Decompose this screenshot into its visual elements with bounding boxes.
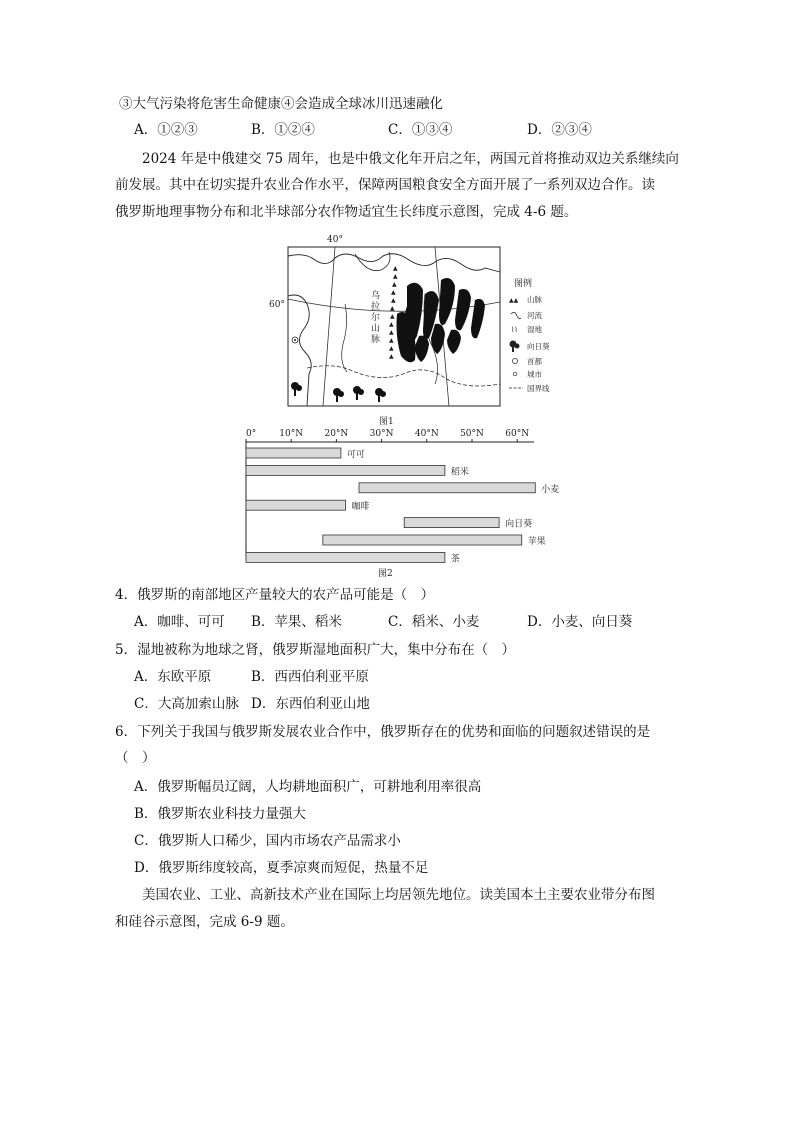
- bar-label: 小麦: [541, 484, 560, 495]
- intro-next-line-1: 美国农业、工业、高新技术产业在国际上均居领先地位。读美国本土主要农业带分布图: [142, 887, 655, 903]
- legend-mountain: 山脉: [527, 295, 542, 304]
- bar-稻米: [246, 465, 445, 475]
- svg-text:▲: ▲: [389, 353, 394, 360]
- bar-向日葵: [404, 518, 499, 528]
- q4-option-d: D．小麦、向日葵: [527, 614, 633, 630]
- capital-legend-icon: [512, 358, 517, 363]
- intro-line-1: 2024 年是中俄建交 75 周年，也是中俄文化年开启之年，两国元首将推动双边关系继续向: [142, 151, 679, 167]
- question-6-paren: （ ）: [115, 750, 156, 766]
- fig2-caption: 图2: [378, 569, 393, 579]
- legend-border: 国界线: [527, 384, 550, 393]
- ural-label-3: 尔: [371, 313, 381, 323]
- intro-line-3: 俄罗斯地理事物分布和北半球部分农作物适宜生长纬度示意图，完成 4-6 题。: [115, 204, 578, 220]
- prev-option-c: C．①③④: [388, 122, 453, 138]
- svg-text:▲: ▲: [389, 329, 394, 336]
- prev-option-a: A．①②③: [134, 122, 198, 138]
- x-tick-label: 0°: [246, 429, 257, 439]
- q4-option-a: A．咖啡、可可: [134, 614, 225, 630]
- question-5-options-row-2: [134, 695, 434, 713]
- prev-option-b: B．①②④: [251, 122, 315, 138]
- svg-text:▲: ▲: [389, 345, 394, 352]
- bar-label: 稻米: [450, 467, 469, 478]
- bar-label: 可可: [346, 450, 365, 460]
- prev-option-d: D．②③④: [527, 122, 592, 138]
- svg-text:▲: ▲: [389, 321, 394, 328]
- bar-苹果: [323, 535, 522, 545]
- legend-sunflower: 向日葵: [527, 342, 550, 351]
- crop-latitude-chart: [240, 422, 560, 580]
- map-legend: [509, 277, 550, 393]
- crop-latitude-chart-figure: [240, 422, 560, 580]
- ural-label-5: 脉: [371, 335, 381, 345]
- q5-option-d: D．东西伯利亚山地: [251, 696, 370, 712]
- svg-text:▲: ▲: [389, 337, 394, 344]
- svg-text:▲: ▲: [390, 305, 395, 312]
- wetland-legend-icon: ⌇⌇: [511, 326, 518, 334]
- q5-option-a: A．东欧平原: [134, 669, 212, 685]
- svg-text:▲: ▲: [392, 281, 397, 288]
- q4-option-b: B．苹果、稻米: [251, 614, 342, 630]
- question-4: 4．俄罗斯的南部地区产量较大的农产品可能是（ ）: [115, 587, 435, 603]
- question-5-options-row-1: [134, 668, 434, 686]
- q4-option-c: C．稻米、小麦: [388, 614, 480, 630]
- question-6: 6．下列关于我国与俄罗斯发展农业合作中，俄罗斯存在的优势和面临的问题叙述错误的是: [115, 724, 651, 740]
- x-tick-label: 10°N: [279, 429, 304, 439]
- river-legend-icon: [511, 312, 521, 318]
- bar-小麦: [359, 483, 535, 493]
- bar-可可: [246, 448, 341, 458]
- prev-item-text: ③大气污染将危害生命健康④会造成全球冰川迅速融化: [119, 96, 443, 112]
- bar-label: 苹果: [527, 537, 546, 547]
- q5-option-b: B．西西伯利亚平原: [251, 669, 369, 685]
- city-legend-icon: [513, 372, 517, 376]
- lon-label-40: 40°: [327, 235, 343, 245]
- q6-option-c: C．俄罗斯人口稀少，国内市场农产品需求小: [134, 833, 401, 849]
- legend-city: 城市: [527, 370, 542, 379]
- fig1-caption: 图1: [379, 417, 394, 427]
- question-4-options: [134, 613, 654, 631]
- prev-options: [134, 121, 654, 139]
- bar-label: 茶: [450, 554, 460, 565]
- q6-option-a: A．俄罗斯幅员辽阔，人均耕地面积广，可耕地利用率很高: [134, 779, 482, 795]
- x-tick-label: 30°N: [369, 429, 394, 439]
- legend-wetland: 湿地: [527, 325, 542, 334]
- sunflower-legend-icon: [510, 341, 520, 353]
- q6-option-d: D．俄罗斯纬度较高，夏季凉爽而短促，热量不足: [134, 860, 429, 876]
- mountain-legend-icon: ▲▲: [509, 297, 519, 304]
- bar-咖啡: [246, 500, 345, 510]
- bar-label: 咖啡: [351, 502, 370, 513]
- question-5: 5．湿地被称为地球之肾，俄罗斯湿地面积广大，集中分布在（ ）: [115, 642, 516, 658]
- svg-text:▲: ▲: [391, 289, 396, 296]
- svg-text:▲: ▲: [391, 297, 396, 304]
- x-tick-label: 40°N: [414, 429, 439, 439]
- bar-label: 向日葵: [505, 519, 533, 530]
- legend-capital: 首都: [527, 357, 542, 366]
- legend-river: 河流: [527, 311, 542, 320]
- svg-text:▲: ▲: [393, 273, 398, 280]
- legend-title: 图例: [514, 279, 533, 289]
- q6-option-b: B．俄罗斯农业科技力量强大: [134, 806, 306, 822]
- x-tick-label: 20°N: [324, 429, 349, 439]
- intro-next-line-2: 和硅谷示意图，完成 6-9 题。: [115, 914, 294, 930]
- svg-text:▲: ▲: [390, 313, 395, 320]
- ural-label-1: 乌: [371, 291, 381, 301]
- lat-label-60: 60°: [269, 300, 285, 310]
- q5-option-c: C．大高加索山脉: [134, 696, 239, 712]
- intro-line-2: 前发展。其中在切实提升农业合作水平，保障两国粮食安全方面开展了一系列双边合作。读: [115, 177, 655, 193]
- bar-茶: [246, 552, 445, 562]
- russia-map: [269, 235, 561, 427]
- x-tick-label: 50°N: [460, 429, 484, 439]
- ural-label-4: 山: [371, 324, 381, 334]
- russia-map-figure: [269, 235, 561, 427]
- svg-text:▲: ▲: [393, 265, 398, 272]
- ural-label-2: 拉: [371, 302, 381, 312]
- x-tick-label: 60°N: [505, 429, 530, 439]
